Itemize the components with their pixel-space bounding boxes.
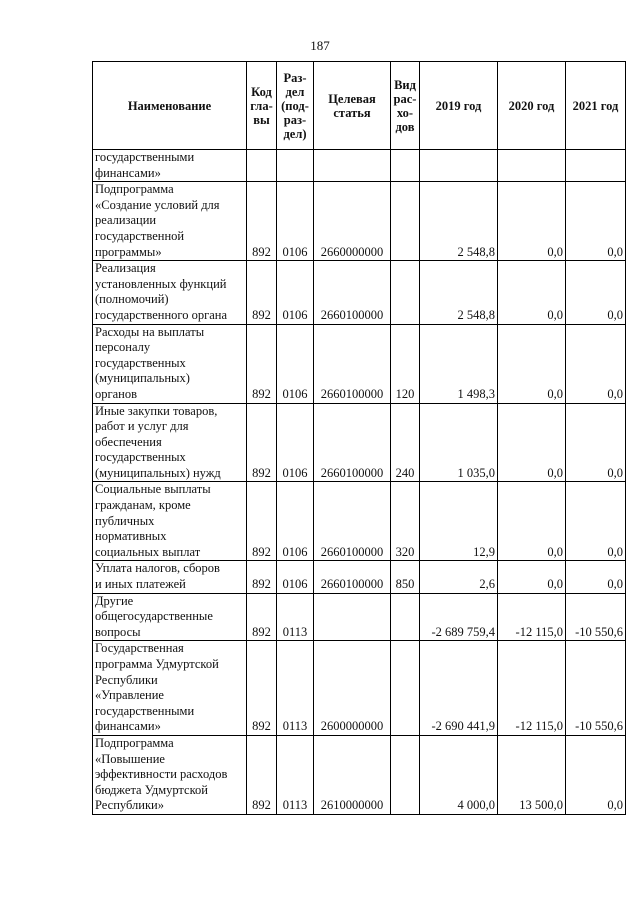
row-value-2020: 0,0 — [498, 324, 566, 403]
row-target: 2660100000 — [314, 482, 391, 561]
table-row — [93, 482, 626, 561]
row-value-2020: -12 115,0 — [498, 641, 566, 736]
row-target: 2660100000 — [314, 261, 391, 324]
row-value-2021 — [566, 150, 626, 182]
row-target — [314, 150, 391, 182]
row-value-2021: 0,0 — [566, 735, 626, 814]
row-section: 0106 — [277, 261, 314, 324]
row-value-2021: 0,0 — [566, 561, 626, 593]
row-value-2021: 0,0 — [566, 324, 626, 403]
row-value-2019: 4 000,0 — [420, 735, 498, 814]
row-value-2021: 0,0 — [566, 403, 626, 482]
row-name: Другие общегосударственные вопросы — [93, 593, 247, 641]
row-value-2019: 2,6 — [420, 561, 498, 593]
row-code: 892 — [247, 593, 277, 641]
row-code: 892 — [247, 482, 277, 561]
row-kind: 850 — [391, 561, 420, 593]
row-value-2019: 2 548,8 — [420, 182, 498, 261]
row-kind: 240 — [391, 403, 420, 482]
table-header-row — [93, 62, 626, 150]
row-name: Уплата налогов, сборов и иных платежей — [93, 561, 247, 593]
row-name: Расходы на выплаты персоналу государственных (муниципальных) органов — [93, 324, 247, 403]
row-name: Государственная программа Удмуртской Республики «Управление государственными финансами» — [93, 641, 247, 736]
row-name: Подпрограмма «Повышение эффективности расходов бюджета Удмуртской Республики» — [93, 735, 247, 814]
row-value-2020: 0,0 — [498, 482, 566, 561]
row-value-2019: 12,9 — [420, 482, 498, 561]
row-name: Подпрограмма «Создание условий для реализации государственной программы» — [93, 182, 247, 261]
row-value-2020: -12 115,0 — [498, 593, 566, 641]
header-2019: 2019 год — [420, 62, 498, 150]
table-body — [93, 150, 626, 815]
row-code: 892 — [247, 641, 277, 736]
row-value-2021: -10 550,6 — [566, 593, 626, 641]
row-value-2021: 0,0 — [566, 482, 626, 561]
row-target: 2660100000 — [314, 324, 391, 403]
row-code: 892 — [247, 735, 277, 814]
row-kind: 320 — [391, 482, 420, 561]
table-row — [93, 150, 626, 182]
row-target — [314, 593, 391, 641]
row-kind — [391, 735, 420, 814]
row-section: 0106 — [277, 482, 314, 561]
row-value-2020 — [498, 150, 566, 182]
table-row — [93, 593, 626, 641]
row-code — [247, 150, 277, 182]
row-value-2021: 0,0 — [566, 261, 626, 324]
header-kind: Вид рас- хо- дов — [391, 62, 420, 150]
row-value-2019: 1 498,3 — [420, 324, 498, 403]
row-kind — [391, 261, 420, 324]
row-kind — [391, 593, 420, 641]
table-row — [93, 182, 626, 261]
row-code: 892 — [247, 261, 277, 324]
row-value-2021: 0,0 — [566, 182, 626, 261]
header-section: Раз- дел (под- раз- дел) — [277, 62, 314, 150]
row-target: 2660100000 — [314, 403, 391, 482]
page-number: 187 — [310, 38, 330, 53]
row-kind: 120 — [391, 324, 420, 403]
row-section: 0113 — [277, 641, 314, 736]
row-code: 892 — [247, 182, 277, 261]
row-section: 0113 — [277, 735, 314, 814]
row-value-2020: 13 500,0 — [498, 735, 566, 814]
row-section: 0106 — [277, 324, 314, 403]
row-value-2019: -2 690 441,9 — [420, 641, 498, 736]
row-code: 892 — [247, 324, 277, 403]
row-name: Иные закупки товаров, работ и услуг для обеспечения государственных (муниципальных) нужд — [93, 403, 247, 482]
table-row — [93, 261, 626, 324]
row-kind — [391, 182, 420, 261]
table-row — [93, 641, 626, 736]
row-name: Реализация установленных функций (полномочий) государственного органа — [93, 261, 247, 324]
row-section: 0106 — [277, 561, 314, 593]
table-row — [93, 324, 626, 403]
table-row — [93, 403, 626, 482]
row-value-2019: 1 035,0 — [420, 403, 498, 482]
row-value-2019 — [420, 150, 498, 182]
table-row — [93, 561, 626, 593]
header-code: Код гла- вы — [247, 62, 277, 150]
budget-table — [92, 61, 626, 815]
row-target: 2660100000 — [314, 561, 391, 593]
row-value-2021: -10 550,6 — [566, 641, 626, 736]
row-section: 0106 — [277, 403, 314, 482]
row-value-2020: 0,0 — [498, 261, 566, 324]
row-value-2019: 2 548,8 — [420, 261, 498, 324]
row-section — [277, 150, 314, 182]
row-section: 0113 — [277, 593, 314, 641]
row-code: 892 — [247, 403, 277, 482]
header-target: Целевая статья — [314, 62, 391, 150]
row-value-2019: -2 689 759,4 — [420, 593, 498, 641]
row-value-2020: 0,0 — [498, 561, 566, 593]
row-value-2020: 0,0 — [498, 182, 566, 261]
row-name: государственными финансами» — [93, 150, 247, 182]
row-target: 2600000000 — [314, 641, 391, 736]
row-kind — [391, 150, 420, 182]
row-value-2020: 0,0 — [498, 403, 566, 482]
header-name: Наименование — [93, 62, 247, 150]
row-code: 892 — [247, 561, 277, 593]
row-name: Социальные выплаты гражданам, кроме публичных нормативных социальных выплат — [93, 482, 247, 561]
row-target: 2660000000 — [314, 182, 391, 261]
row-section: 0106 — [277, 182, 314, 261]
header-2020: 2020 год — [498, 62, 566, 150]
header-2021: 2021 год — [566, 62, 626, 150]
table-row — [93, 735, 626, 814]
row-kind — [391, 641, 420, 736]
row-target: 2610000000 — [314, 735, 391, 814]
